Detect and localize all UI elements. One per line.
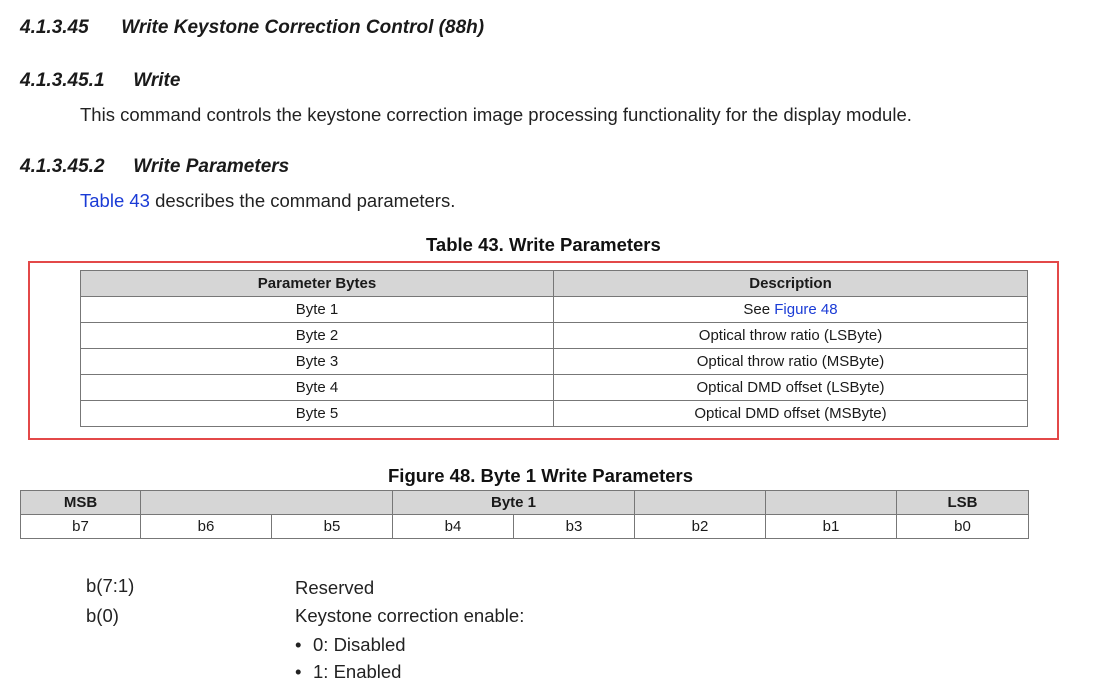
section-number: 4.1.3.45 [20, 17, 89, 38]
bit-header-row [21, 491, 1029, 515]
subsection-params-body-text: describes the command parameters. [149, 190, 456, 211]
table-row [81, 401, 1028, 427]
field-description: Keystone correction enable: [295, 605, 525, 626]
table-cell-byte: Byte 2 [81, 323, 554, 349]
figure48-bit-table [20, 490, 1029, 539]
table-cell-byte: Byte 3 [81, 349, 554, 375]
bullet-icon: • [295, 661, 302, 682]
bullet-text: 0: Disabled [313, 634, 406, 655]
bullet-item [295, 661, 401, 683]
bit-header-blank [272, 491, 393, 515]
table-row [81, 297, 1028, 323]
table-cell-description: Optical DMD offset (MSByte) [554, 401, 1028, 427]
table43-caption: Table 43. Write Parameters [426, 234, 661, 255]
table-cell-byte: Byte 1 [81, 297, 554, 323]
bit-cell: b0 [897, 515, 1029, 539]
bit-header-blank [141, 491, 272, 515]
bullet-text: 1: Enabled [313, 661, 402, 682]
table-cell-byte: Byte 4 [81, 375, 554, 401]
subsection-params-heading [20, 156, 289, 178]
table-header-description: Description [554, 271, 1028, 297]
field-name: b(0) [86, 605, 119, 626]
bit-cell: b3 [514, 515, 635, 539]
subsection-write-heading [20, 70, 180, 92]
table-cell-byte: Byte 5 [81, 401, 554, 427]
msb-label: MSB [21, 491, 141, 515]
table-cell-description: Optical DMD offset (LSByte) [554, 375, 1028, 401]
bit-cell: b5 [272, 515, 393, 539]
bit-header-blank [766, 491, 897, 515]
table-cell-description [554, 297, 1028, 323]
bit-cell: b6 [141, 515, 272, 539]
table-header-parameter-bytes: Parameter Bytes [81, 271, 554, 297]
bit-row [21, 515, 1029, 539]
subsection-params-body [80, 190, 455, 212]
subsection-params-title: Write Parameters [133, 156, 290, 177]
table43-link[interactable]: Table 43 [80, 190, 150, 211]
bit-cell: b1 [766, 515, 897, 539]
bullet-icon: • [295, 634, 302, 655]
section-heading [20, 17, 484, 39]
bit-cell: b4 [393, 515, 514, 539]
lsb-label: LSB [897, 491, 1029, 515]
table43 [80, 270, 1028, 427]
subsection-write-title: Write [133, 70, 181, 91]
field-name: b(7:1) [86, 575, 135, 596]
bit-cell: b2 [635, 515, 766, 539]
bullet-item [295, 634, 406, 656]
table-cell-description: Optical throw ratio (MSByte) [554, 349, 1028, 375]
bit-cell: b7 [21, 515, 141, 539]
table-cell-description: Optical throw ratio (LSByte) [554, 323, 1028, 349]
figure48-link[interactable]: Figure 48 [774, 301, 838, 318]
subsection-write-body: This command controls the keystone correction image processing functionality for the display module. [80, 104, 912, 125]
figure48-caption: Figure 48. Byte 1 Write Parameters [388, 465, 694, 486]
table-row [81, 375, 1028, 401]
byte1-label: Byte 1 [393, 491, 635, 515]
subsection-params-number: 4.1.3.45.2 [20, 156, 105, 177]
bit-header-blank [635, 491, 766, 515]
section-title: Write Keystone Correction Control (88h) [121, 17, 485, 38]
field-description: Reserved [295, 577, 375, 598]
table-header-row [81, 271, 1028, 297]
description-prefix: See [743, 301, 775, 318]
subsection-write-number: 4.1.3.45.1 [20, 70, 105, 91]
table-row [81, 349, 1028, 375]
table-row [81, 323, 1028, 349]
